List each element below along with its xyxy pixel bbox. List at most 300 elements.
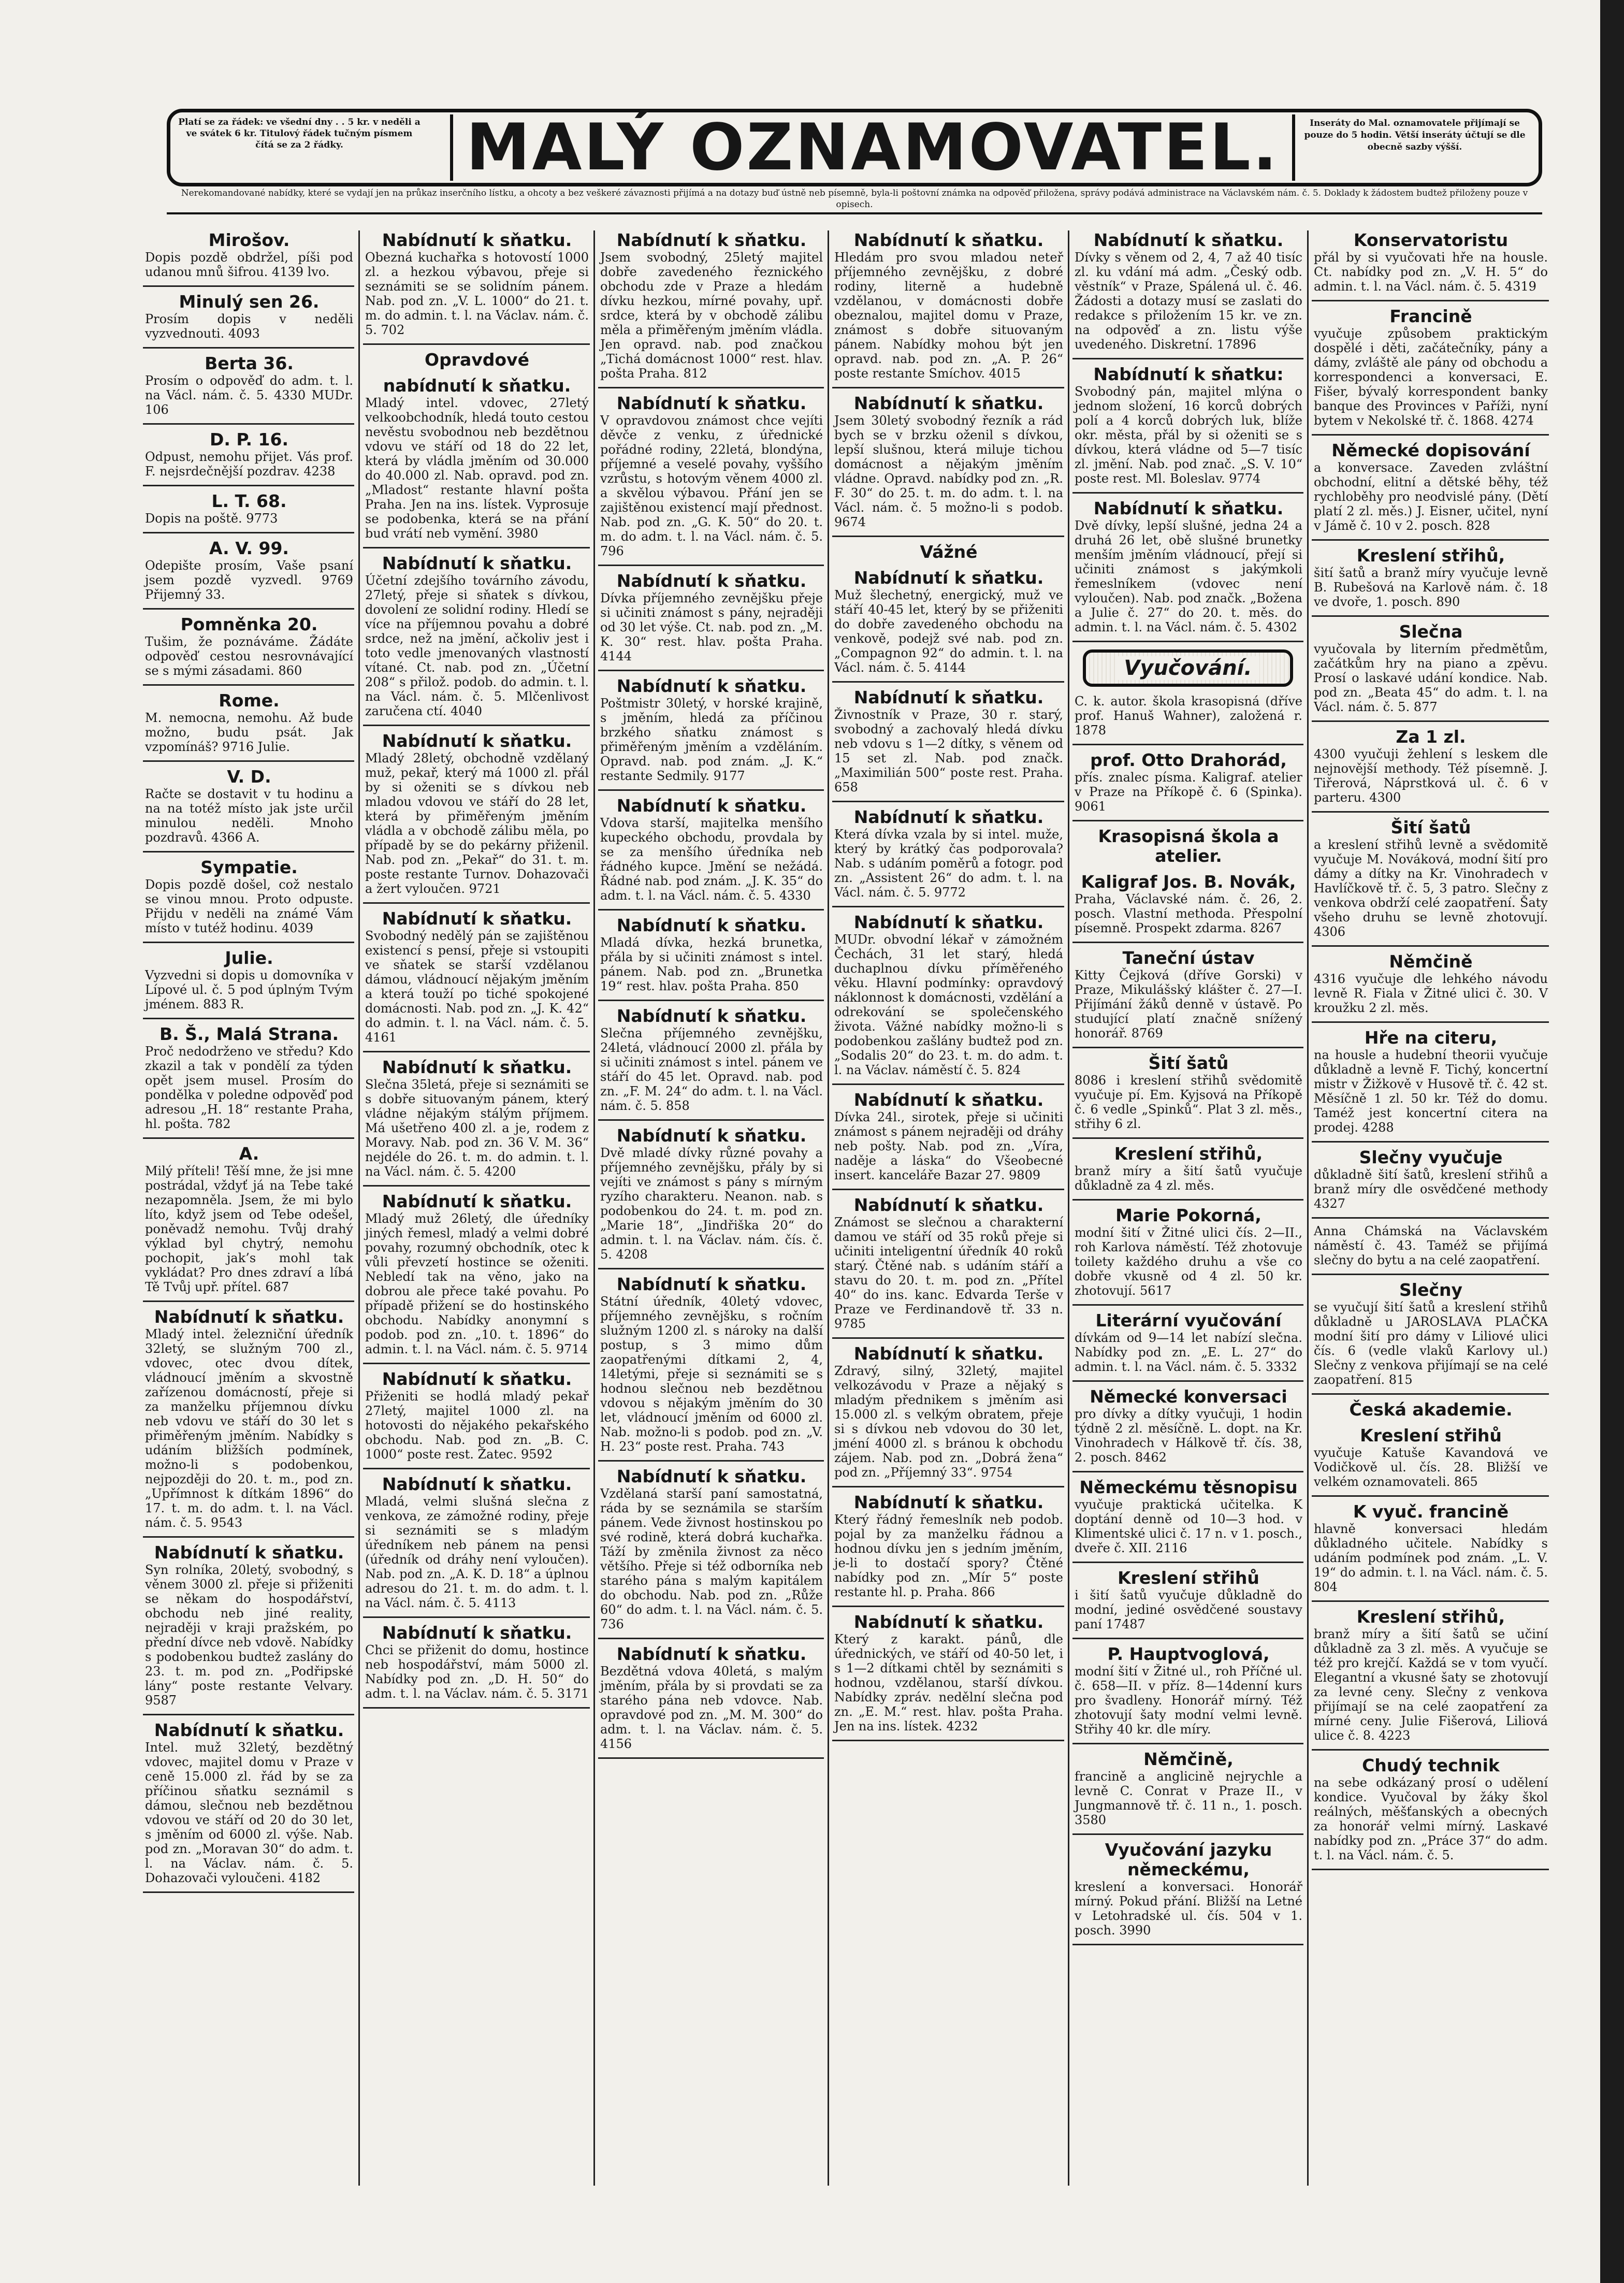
ad-body: C. k. autor. škola krasopisná (dříve prof. Hanuš Wahner), založená r. 1878 xyxy=(1075,694,1302,738)
ad-heading: Německé dopisování xyxy=(1331,440,1530,460)
classified-ad xyxy=(1314,622,1548,714)
ad-body: vyučuje způsobem praktickým dospělé i děti, začátečníky, pány a dámy, zvláště ale pány od obchodu a korrespondenci a konversaci, E. Fišer, bývalý korrespondent banky banque des Provinces v Paříži, nyní bytem v Nekolské tř. č. 1868. 4274 xyxy=(1314,326,1548,428)
ad-divider xyxy=(143,485,354,486)
column-1 xyxy=(140,230,357,2186)
ad-body: Jsem 30letý svobodný řezník a rád bych se v brzku oženil s dívkou, lepší slušnou, která miluje tichou domácnost a nějakým jměním vládne. Opravd. nabídky pod zn. „R. F. 30“ do 25. t. m. do adm. t. l. na Václ. nám. č. 5 možno-li s podob. 9674 xyxy=(834,413,1063,529)
classified-ad xyxy=(600,796,823,903)
ad-divider xyxy=(363,1468,590,1469)
ad-heading: Kaligraf Jos. B. Novák, xyxy=(1081,872,1296,892)
classified-ad xyxy=(1314,1028,1548,1135)
ad-divider xyxy=(832,536,1064,537)
ad-body: na housle a hudební theorii vyučuje důkladně a levně F. Tichý, koncertní mistr v Žižkově v Husově tř. č. 42 st. Měsíčně 1 zl. 50 kr. Též do domu. Taméž jest koncertní citera na prodej. 4288 xyxy=(1314,1048,1548,1135)
ad-heading: Nabídnutí k sňatku. xyxy=(853,807,1044,827)
ad-divider xyxy=(1072,1833,1303,1835)
ad-body: Intel. muž 32letý, bezdětný vdovec, majitel domu v Praze v ceně 15.000 zl. řád by se za příčinou sňatku seznámil s dámou, slečnou neb bezdětnou vdovou ve stáří od 20 do 30 let, s jměním od 6000 zl. výše. Nab. pod zn. „Moravan 30“ do adm. t. l. na Václav. nám. č. 5. Dohazovači vyloučeni. 4182 xyxy=(145,1740,353,1885)
classified-ad xyxy=(1314,441,1548,533)
classified-ad xyxy=(145,1307,353,1530)
ad-divider xyxy=(363,1616,590,1618)
ad-divider xyxy=(1072,1944,1303,1945)
ad-body: V opravdovou známost chce vejíti děvče z venku, z úřednické pořádné rodiny, 22letá, blondýna, příjemné a veselé povahy, vyššího vzrůstu, s hotovým věnem 4000 zl. a skvělou výbavou. Přání jen se zajištěnou existencí mají přednost. Nab. pod zn. „G. K. 50“ do 20. t. m. do adm. t. l. na Václ. nám. č. 5. 796 xyxy=(600,413,823,558)
ad-body: Zdravý, silný, 32letý, majitel velkozávodu v Praze a nějaký s mladým přednikem s jměním asi 15.000 zl. s velkým obratem, přeje si s dívkou neb vdovou do 30 let, jméní 4000 zl. s bránou k obchodu zájem. Nab. pod zn. „Dobrá žena“ pod zn. „Příjemný 33“. 9754 xyxy=(834,1364,1063,1480)
classified-ad xyxy=(1314,1148,1548,1211)
ad-heading: Kreslení střihů xyxy=(1118,1568,1259,1588)
ad-divider xyxy=(1072,1562,1303,1563)
ad-heading: Nabídnutí k sňatku. xyxy=(382,553,572,573)
classified-ad xyxy=(145,354,353,417)
ad-heading: Nabídnutí k sňatku. xyxy=(382,1057,572,1077)
ad-heading: Nabídnutí k sňatku. xyxy=(616,1006,807,1026)
classified-ad xyxy=(145,767,353,845)
ad-body: Svobodný nedělý pán se zajištěnou existencí s pensí, přeje si vstoupiti ve sňatek se starší vzdělanou dámou, vládnoucí nějakým jměním a která touží po tiché spokojené domácnosti. Nab. pod zn. „J. K. 42“ do admin. t. l. na Václ. nám. č. 5. 4161 xyxy=(365,929,589,1045)
classified-ad xyxy=(145,1721,353,1885)
ad-body: Prosím o odpověď do adm. t. l. na Václ. nám. č. 5. 4330 MUDr. 106 xyxy=(145,373,353,417)
ad-heading: Nabídnutí k sňatku. xyxy=(853,230,1044,250)
classified-ad xyxy=(600,571,823,663)
ad-heading: Hře na citeru, xyxy=(1364,1028,1498,1048)
ad-heading: Německé konversaci xyxy=(1090,1386,1287,1407)
section-heading: Vyučování. xyxy=(1116,656,1259,680)
classified-ad xyxy=(365,376,589,541)
ad-divider xyxy=(1312,1021,1549,1023)
ad-body: Poštmistr 30letý, v horské krajině, s jměním, hledá za příčinou brzkého sňatku známost s přiměřeným jměním a vzděláním. Opravd. nab. pod znám. „J. K.“ restante Sedmily. 9177 xyxy=(600,696,823,783)
ad-body: přál by si vyučovati hře na housle. Ct. nabídky pod zn. „V. H. 5“ do admin. t. l. na Václ. nám. č. 5. 4319 xyxy=(1314,250,1548,294)
ad-divider xyxy=(598,1460,824,1462)
ad-heading: L. T. 68. xyxy=(211,491,287,511)
classified-ad xyxy=(1075,499,1302,634)
ad-divider xyxy=(363,1185,590,1187)
ad-heading: Nabídnutí k sňatku. xyxy=(616,393,807,413)
ad-heading: Vyučování jazyku německému, xyxy=(1105,1840,1272,1880)
ad-heading: Nabídnutí k sňatku. xyxy=(382,230,572,250)
ad-heading: Šití šatů xyxy=(1390,817,1471,837)
classified-ad xyxy=(365,909,589,1045)
ad-body: se vyučují šití šatů a kreslení střihů důkladně u JAROSLAVA PLAČKA modní šití pro dámy v Liliové ulici čís. 6 (vedle vlaků Karlovy ul.) Slečny z venkova přijímají se na celé zaopatření. 815 xyxy=(1314,1300,1548,1387)
ad-heading: V. D. xyxy=(227,767,271,787)
classified-ad xyxy=(834,394,1063,529)
ad-divider xyxy=(1312,1600,1549,1602)
ad-heading: Berta 36. xyxy=(205,353,294,373)
classified-ad xyxy=(1314,952,1548,1015)
ad-heading: Německému těsnopisu xyxy=(1079,1477,1298,1497)
ad-divider xyxy=(143,942,354,943)
ad-heading: Nabídnutí k sňatku. xyxy=(1093,498,1284,518)
classified-ad xyxy=(145,1024,353,1131)
classified-ad xyxy=(145,615,353,678)
ad-body: vyučovala by literním předmětům, začátkům hry na piano a zpěvu. Prosí o laskavé udání kondice. Nab. pod zn. „Beata 45“ do adm. t. l. na Václ. nám. č. 5. 877 xyxy=(1314,642,1548,714)
ad-body: Mladý intel. železniční úředník 32letý, se služným 700 zl., vdovec, otec dvou dítek, vládnoucí jměním a skvostně zařízenou domácností, přeje si za manželku příjemnou dívku neb vdovu ve stáří do 30 let s přiměřeným jměním. Nabídky s udáním bližších podmínek, možno-li s podobenkou, nejpozději do 20. t. m., pod zn. „Upřímnost k dítkám 1896“ do 17. t. m. do adm. t. l. na Václ. nám. č. 5. 9543 xyxy=(145,1327,353,1530)
ad-divider xyxy=(363,1707,590,1709)
ad-body: Mladý muž 26letý, dle úředníky jiných řemesl, mladý a velmi dobré povahy, rozumný obchodník, otec k vůli převzetí hostince se oženiti. Nebledí tak na věno, jako na dobrou ale přece také povahu. Po případě přižení se do hostinského obchodu. Nabídky anonymní s podob. pod zn. „10. t. 1896“ do admin. t. l. na Václ. nám. č. 5. 9714 xyxy=(365,1211,589,1356)
classified-ad xyxy=(1075,1478,1302,1555)
ad-body: Živnostník v Praze, 30 r. starý, svobodný a zachovalý hledá dívku neb vdovu s 1—2 dítky, s věnem od 15 set zl. Nab. pod značk. „Maximilián 500“ poste rest. Praha. 658 xyxy=(834,707,1063,794)
ad-divider xyxy=(1312,945,1549,947)
ad-body: kreslení a konversaci. Honorář mírný. Pokud přání. Bližší na Letné v Letohradské ul. čís. 504 v 1. posch. 3990 xyxy=(1075,1880,1302,1938)
ad-divider xyxy=(1312,539,1549,541)
ad-body: a kreslení střihů levně a svědomitě vyučuje M. Nováková, modní šití pro dámy a dítky na Kr. Vinohradech v Havlíčkově tř. č. 5, 3 patro. Slečny z venkova obdrží celé zaopatření. Šaty všeho druhu se levně zhotovují. 4306 xyxy=(1314,837,1548,939)
classified-ad xyxy=(834,1612,1063,1733)
ad-body: Vyzvedni si dopis u domovníka v Lípové ul. č. 5 pod úplným Tvým jménem. 883 R. xyxy=(145,968,353,1012)
ad-heading: P. Hauptvoglová, xyxy=(1107,1644,1270,1664)
classified-ad xyxy=(1075,948,1302,1041)
ad-heading: Slečna xyxy=(1399,622,1463,642)
ad-divider xyxy=(1072,1137,1303,1139)
ad-divider xyxy=(598,1268,824,1269)
classified-ad xyxy=(834,230,1063,381)
ad-divider xyxy=(832,387,1064,388)
ad-body: hlavně konversaci hledám důkladného učitele. Nabídky s udáním podmínek pod znám. „L. V. 19“ do admin. t. l. na Václ. nám. č. 5. 804 xyxy=(1314,1522,1548,1594)
classified-ad xyxy=(145,492,353,526)
ad-heading: Nabídnutí k sňatku. xyxy=(154,1542,344,1563)
ad-divider xyxy=(363,902,590,904)
classified-ad xyxy=(1314,1502,1548,1594)
ad-heading: Nabídnutí k sňatku. xyxy=(853,1492,1044,1512)
ad-divider xyxy=(598,670,824,671)
ad-divider xyxy=(1072,1638,1303,1639)
classified-ad xyxy=(1075,694,1302,738)
column-5 xyxy=(1068,230,1307,2186)
ad-heading: Rome. xyxy=(219,690,280,711)
classified-ad xyxy=(834,1344,1063,1480)
ad-divider xyxy=(363,1051,590,1052)
ad-body: Syn rolníka, 20letý, svobodný, s věnem 3000 zl. přeje si přiženiti se někam do hospodářství, obchodu neb jiné reality, nejraději v kraji pražském, po přední dívce neb vdově. Nabídky s podobenkou budtež zaslány do 23. t. m. pod zn. „Podřipské lány“ poste restante Velvary. 9587 xyxy=(145,1563,353,1708)
column-2 xyxy=(358,230,593,2186)
ad-body: přís. znalec písma. Kaligraf. atelier v Praze na Příkopě č. 6 (Spinka). 9061 xyxy=(1075,770,1302,814)
ad-divider xyxy=(143,684,354,686)
ad-body: Prosím dopis v neděli vyzvednouti. 4093 xyxy=(145,312,353,341)
ad-heading: prof. Otto Drahorád, xyxy=(1090,750,1287,770)
ad-body: Proč nedodrženo ve středu? Kdo zkazil a tak v pondělí za týden opět jsem musel. Prosím do pondělka v poledne odpověď pod adresou „H. 18“ restante Praha, hl. pošta. 782 xyxy=(145,1044,353,1131)
ad-divider xyxy=(832,1740,1064,1741)
classified-ad xyxy=(600,1275,823,1454)
ad-body: Račte se dostavit v tu hodinu a na na totéž místo jak jste určil minulou neděli. Mnoho pozdravů. 4366 A. xyxy=(145,787,353,845)
ad-body: Tušim, že poznáváme. Žádáte odpověď cestou nesrovnávající se s mými zásadami. 860 xyxy=(145,634,353,678)
column-6 xyxy=(1307,230,1552,2186)
ad-body: Muž šlechetný, energický, muž ve stáří 40-45 let, který by se přiženiti do dobře zavedeného obchodu na venkově, podejž své nab. pod zn. „Compagnon 92“ do admin. t. l. na Václ. nám. č. 5. 4144 xyxy=(834,588,1063,675)
ad-divider xyxy=(1312,1141,1549,1143)
ad-heading: Nabídnutí k sňatku. xyxy=(853,568,1044,588)
classified-ad xyxy=(1314,1224,1548,1267)
ad-divider xyxy=(1072,744,1303,745)
ad-heading: Nabídnutí k sňatku. xyxy=(382,1369,572,1389)
classified-ad xyxy=(145,230,353,279)
ad-divider xyxy=(143,1891,354,1893)
ad-divider xyxy=(143,851,354,852)
ad-divider xyxy=(363,725,590,726)
ad-body: Dopis pozdě došel, což nestalo se vinou mnou. Proto odpuste. Přijdu v neděli na známé Vám místo v tutéž hodinu. 4039 xyxy=(145,877,353,935)
ad-body: vyučuje praktická učitelka. K doptání denně od 10—3 hod. v Klimentské ulici č. 17 n. v 1. posch., dveře č. XII. 2116 xyxy=(1075,1497,1302,1555)
ad-body: Milý příteli! Těší mne, že jsi mne postrádal, vždyť já na Tebe také nezapomněla. Jsem, že mi bylo líto, když jsem od Tebe odešel, poněvadž nemohu. Tvůj drahý výklad byl chytrý, nemohu pochopit, jak’s mohl tak vykládat? Pro dnes zdraví a líbá Tě Tvůj upř. přítel. 687 xyxy=(145,1164,353,1294)
ad-heading: Chudý technik xyxy=(1362,1755,1500,1775)
ad-heading: Nabídnutí k sňatku. xyxy=(382,1191,572,1211)
ad-heading: Nabídnutí k sňatku. xyxy=(853,1090,1044,1110)
ad-body: Dopis pozdě obdržel, píši pod udanou mnů šifrou. 4139 lvo. xyxy=(145,250,353,279)
ad-heading: Nabídnutí k sňatku. xyxy=(853,393,1044,413)
ad-divider xyxy=(143,285,354,287)
classified-ad xyxy=(365,1192,589,1356)
ad-body: Bezdětná vdova 40letá, s malým jměním, přála by si provdati se za starého pána neb vdovce. Nab. opravdové pod zn. „M. M. 300“ do adm. t. l. na Václav. nám. č. 5. 4156 xyxy=(600,1664,823,1751)
ad-heading: Nabídnutí k sňatku. xyxy=(853,687,1044,707)
ad-body: Mladý 28letý, obchodně vzdělaný muž, pekař, který má 1000 zl. přál by si oženiti se s dívkou neb mladou vdovou ve stáří do 28 let, která by přiměřeným jměním vládla a v obchodě zálibu měla, po případě by se do pekárny přiženil. Nab. pod zn. „Pekař“ do 31. t. m. poste restante Turnov. Dohazovači a žert vyloučen. 9721 xyxy=(365,751,589,896)
ad-heading: Konservatoristu xyxy=(1353,230,1509,250)
ad-body: Odepište prosím, Vaše psaní jsem pozdě vyzvedl. 9769 Přijemný 33. xyxy=(145,558,353,602)
ad-body: modní šití v Žitné ul., roh Příčné ul. č. 658—II. v příz. 8—14denní kurs pro švadleny. Honorář mírný. Též zhotovují šaty modní velmi levně. Střihy 40 kr. dle míry. xyxy=(1075,1664,1302,1737)
classified-ad xyxy=(1314,1400,1548,1420)
classified-ad xyxy=(600,1126,823,1262)
ad-body: Státní úředník, 40letý vdovec, příjemného zevnějšku, s ročním služným 1200 zl. s nároky na další postup, s 3 mimo dům zaopatřenými dítkami 2, 4, 14letými, přeje si seznámiti se s hodnou slečnou neb bezdětnou vdovou s nějakým jměním do 30 let, vládnoucí jměním od 6000 zl. Nab. možno-li s podob. pod zn. „V. H. 23“ poste rest. Praha. 743 xyxy=(600,1294,823,1454)
classified-ad xyxy=(1075,1387,1302,1465)
ad-heading: Francině xyxy=(1389,306,1472,326)
ad-body: Který z karakt. pánů, dle úřednických, ve stáří od 40-50 let, i s 1—2 dítkami chtěl by seznámiti s hodnou, vzdělanou, starší dívkou. Nabídky zpráv. nedělní slečna pod zn. „E. M.“ rest. hlav. pošta Praha. Jen na ins. lístek. 4232 xyxy=(834,1632,1063,1733)
ad-body: M. nemocna, nemohu. Až bude možno, budu psát. Jak vzpomínáš? 9716 Julie. xyxy=(145,711,353,754)
ad-heading: Němčině, xyxy=(1143,1749,1234,1769)
ad-divider xyxy=(598,1119,824,1121)
classified-ad xyxy=(1075,1206,1302,1298)
classified-ad xyxy=(1314,230,1548,294)
ad-heading: Sympatie. xyxy=(200,857,298,877)
classified-ad xyxy=(365,1058,589,1179)
classified-ad xyxy=(600,1644,823,1751)
ad-body: Dívka 24l., sirotek, přeje si učiniti známost s pánem nejraději od dráhy neb pošty. Nab. pod zn. „Víra, naděje a láska“ do Všeobecné insert. kanceláře Bazar 27. 9809 xyxy=(834,1110,1063,1182)
ad-divider xyxy=(832,1083,1064,1085)
classified-ad xyxy=(145,1144,353,1294)
ad-heading: Opravdové xyxy=(425,350,529,370)
classified-ad xyxy=(1314,727,1548,805)
ad-body: Dopis na poště. 9773 xyxy=(145,511,278,526)
ad-divider xyxy=(143,608,354,610)
classified-ad xyxy=(834,1090,1063,1182)
ad-divider xyxy=(598,789,824,791)
classified-ad xyxy=(145,539,353,602)
classified-ad xyxy=(834,688,1063,794)
ad-body: a konversace. Zaveden zvláštní obchodní, elitní a dětské běhy, též rychloběhy pro neodvislé pány. (Dětí platí 2 zl. měs.) J. Eisner, učitel, nyní v Jámě č. 10 v 2. posch. 828 xyxy=(1314,460,1548,533)
ad-divider xyxy=(598,387,824,388)
newspaper-page xyxy=(140,98,1559,2201)
ad-body: Anna Chámská na Václavském náměstí č. 43. Taméž se přijímá slečny do bytu a na celé zaopatření. xyxy=(1314,1224,1548,1267)
ad-divider xyxy=(1072,820,1303,821)
ad-divider xyxy=(143,347,354,349)
ad-body: Mladý intel. vdovec, 27letý velkoobchodník, hledá touto cestou nevěstu svobodnou neb bezdětnou vdovu ve stáří od 18 do 22 let, která by vládla jměním od 30.000 do 40.000 zl. Nab. opravd. pod zn. „Mladost“ restante hlavní pošta Praha. Jen na ins. lístek. Vyprosuje se podobenka, která se na přání bud vrátí neb vymění. 3980 xyxy=(365,396,589,541)
classified-ad xyxy=(1075,872,1302,935)
ad-heading: nabídnutí k sňatku. xyxy=(383,375,571,396)
ad-heading: Kreslení střihů, xyxy=(1114,1144,1263,1164)
ad-body: Vzdělaná starší paní samostatná, ráda by se seznámila se starším pánem. Vede živnost hostinskou po své rodině, která dobrá kuchařka. Táží by změnila živnost za něco většího. Přeje si též odborníka neb starého pána s malým kapitálem do obchodu. Nab. pod zn. „Růže 60“ do adm. t. l. na Václ. nám. č. 5. 736 xyxy=(600,1486,823,1631)
classified-ad xyxy=(834,542,1063,562)
ad-heading: Vážné xyxy=(920,542,978,562)
ad-heading: Krasopisná škola a atelier. xyxy=(1098,826,1279,866)
classified-ad xyxy=(834,1493,1063,1599)
ad-divider xyxy=(143,1714,354,1715)
ad-heading: Nabídnutí k sňatku. xyxy=(616,676,807,696)
ad-divider xyxy=(143,423,354,425)
ad-divider xyxy=(598,1638,824,1639)
ad-divider xyxy=(363,343,590,345)
ad-body: Odpust, nemohu přijet. Vás prof. F. nejsrdečnější pozdrav. 4238 xyxy=(145,450,353,479)
ad-body: pro dívky a dítky vyučuji, 1 hodin týdně 2 zl. měsíčně. L. dopt. na Kr. Vinohradech v Hálkově tř. čís. 38, 2. posch. 8462 xyxy=(1075,1407,1302,1465)
ad-heading: Nabídnutí k sňatku. xyxy=(154,1720,344,1740)
classified-ad xyxy=(834,1195,1063,1331)
classified-ad xyxy=(145,430,353,479)
ad-body: Přiženiti se hodlá mladý pekař 27letý, majitel 1000 zl. na hotovosti do nějakého pekařského obchodu. Nab. pod zn. „B. C. 1000“ poste rest. Žatec. 9592 xyxy=(365,1389,589,1462)
ad-body: francině a anglicině nejrychle a levně C. Conrat v Praze II., v Jungmannově tř. č. 11 n., 1. posch. 3580 xyxy=(1075,1769,1302,1827)
ad-divider xyxy=(1072,492,1303,494)
ad-divider xyxy=(1312,1393,1549,1395)
ad-body: branž míry a šití šatů se učiní důkladně za 3 zl. měs. A vyučuje se též pro krejčí. Každá se v tom vyučí. Elegantní a vkusné šaty se zhotovují za levné ceny. Slečny z venkova přijímají se na celé zaopatření za mírné ceny. Julie Fišerová, Liliová ulice č. 8. 4223 xyxy=(1314,1627,1548,1743)
ad-body: Účetní zdejšího továrního závodu, 27letý, přeje si sňatek s dívkou, dovolení ze solidní rodiny. Hledí se více na příjemnou povahu a dobré srdce, než na jmění, ačkoliv jest i toto vedle jmenovaných vlastností vítané. Ct. nab. pod zn. „Účetní 208“ s přilož. podob. do admin. t. l. na Václ. nám. č. 5. Mlčenlivost zaručena ctí. 4040 xyxy=(365,573,589,718)
classified-ad xyxy=(365,1369,589,1462)
ad-body: Která dívka vzala by si intel. muže, který by krátký čas podporovala? Nab. s udáním poměrů a fotogr. pod zn. „Assistent 26“ do adm. t. l. na Václ. nám. č. 5. 9772 xyxy=(834,827,1063,900)
ad-divider xyxy=(1072,1047,1303,1048)
ad-body: Slečna 35letá, přeje si seznámiti se s dobře situovaným pánem, který vládne nějakým stálým příjmem. Má ušetřeno 400 zl. a je, rodem z Moravy. Nab. pod zn. 36 V. M. 36“ nejdéle do 26. t. m. do admin. t. l. na Václ. nám. č. 5. 4200 xyxy=(365,1077,589,1179)
ad-body: důkladně šití šatů, kreslení střihů a branž míry dle osvědčené methody 4327 xyxy=(1314,1167,1548,1211)
classified-ad xyxy=(1075,827,1302,866)
classified-ad xyxy=(600,1006,823,1113)
classified-ad xyxy=(1075,1144,1302,1193)
ad-heading: Slečny xyxy=(1399,1280,1463,1300)
ad-body: 8086 i kreslení střihů svědomitě vyučuje pí. Em. Kyjsová na Příkopě č. 6 vedle „Spinků“. Plat 3 zl. měs., střihy 6 zl. xyxy=(1075,1073,1302,1131)
classified-ad xyxy=(1314,1756,1548,1862)
classified-ad xyxy=(1314,1607,1548,1743)
ad-heading: Nabídnutí k sňatku. xyxy=(616,1466,807,1486)
ad-divider xyxy=(1072,942,1303,943)
ad-heading: Pomněnka 20. xyxy=(180,614,318,634)
ad-divider xyxy=(1312,300,1549,301)
ad-heading: K vyuč. francině xyxy=(1353,1501,1509,1522)
ad-heading: Nabídnutí k sňatku. xyxy=(382,1474,572,1494)
ad-body: Vdova starší, majitelka menšího kupeckého obchodu, provdala by se za menšího úředníka neb řádného kupce. Jmění se nežádá. Řádné nab. pod znám. „J. K. 35“ do adm. t. l. na Václ. nám. č. 5. 4330 xyxy=(600,816,823,903)
classified-ad xyxy=(365,230,589,337)
classified-ad xyxy=(145,292,353,341)
ad-divider xyxy=(1072,641,1303,642)
ad-heading: Taneční ústav xyxy=(1122,948,1255,968)
ad-heading: Šití šatů xyxy=(1148,1053,1229,1073)
ad-divider xyxy=(143,1301,354,1302)
ad-heading: Nabídnutí k sňatku. xyxy=(616,1274,807,1294)
classified-ad xyxy=(365,554,589,718)
ad-divider xyxy=(832,1606,1064,1607)
ad-body: dívkám od 9—14 let nabízí slečna. Nabídky pod zn. „E. L. 27“ do admin. t. l. na Václ. nám. č. 5. 3332 xyxy=(1075,1331,1302,1374)
classified-ad xyxy=(1314,818,1548,939)
classified-ad xyxy=(365,1623,589,1701)
ad-heading: Kreslení střihů, xyxy=(1356,1607,1505,1627)
ad-heading: Minulý sen 26. xyxy=(179,292,320,312)
ad-heading: Nabídnutí k sňatku. xyxy=(853,1343,1044,1364)
ad-heading: A. V. 99. xyxy=(209,538,289,558)
classified-ad xyxy=(145,691,353,754)
ad-body: Slečna příjemného zevnějšku, 24letá, vládnoucí 2000 zl. přála by si učiniti známost s intel. pánem ve stáří do 45 let. Opravd. nab. pod zn. „F. M. 24“ do adm. t. l. na Václ. nám. č. 5. 858 xyxy=(600,1026,823,1113)
ad-heading: Mirošov. xyxy=(208,230,290,250)
ad-heading: B. Š., Malá Strana. xyxy=(159,1024,339,1044)
column-3 xyxy=(593,230,827,2186)
ad-body: Jsem svobodný, 25letý majitel dobře zavedeného řeznického obchodu zde v Praze a hledám dívku hezkou, mírné povahy, upř. srdce, která by v obchodě zálibu měla a přiměřeným jměním vládla. Jen opravd. nab. pod značkou „Tichá domácnost 1000“ rest. hlav. pošta Praha. 812 xyxy=(600,250,823,381)
classified-ad xyxy=(834,568,1063,675)
classified-ad xyxy=(1314,1426,1548,1489)
ad-divider xyxy=(598,1757,824,1759)
masthead xyxy=(167,109,1542,186)
classified-ad xyxy=(365,731,589,896)
ad-body: Dvě dívky, lepší slušné, jedna 24 a druhá 26 let, obě slušné brunetky menším jměním vládnoucí, přejí si učiniti známost s jakýmkoli řemeslníkem (vdovec není vyloučen). Nab. pod značk. „Božena a Julie č. 27“ do 20. t. měs. do admin. t. l. na Václ. nám. č. 5. 4302 xyxy=(1075,518,1302,634)
ad-heading: Kreslení střihů xyxy=(1360,1425,1502,1446)
ad-columns xyxy=(140,230,1559,2186)
ad-divider xyxy=(832,1189,1064,1190)
ad-body: na sebe odkázaný prosí o udělení kondice. Vyučoval by žáky škol reálných, měšťanských a obecných za honorář velmi mírný. Laskavé nabídky pod zn. „Práce 37“ do adm. t. l. na Václ. nám. č. 5. xyxy=(1314,1775,1548,1862)
classified-ad xyxy=(1075,230,1302,352)
ad-heading: Slečny vyučuje xyxy=(1359,1147,1503,1167)
ad-divider xyxy=(1072,1743,1303,1744)
deadline-box: Inseráty do Mal. oznamovatele přijímají se pouze do 5 hodin. Větší inseráty účtují se dle obecně sazby výšší. xyxy=(1304,118,1526,152)
classified-ad xyxy=(600,916,823,993)
ad-divider xyxy=(1072,1380,1303,1382)
ad-heading: Nabídnutí k sňatku. xyxy=(616,230,807,250)
page-title: MALÝ OZNAMOVATEL. xyxy=(450,114,1295,181)
classified-ad xyxy=(145,1543,353,1708)
ad-divider xyxy=(832,801,1064,802)
classified-ad xyxy=(600,676,823,783)
classified-ad xyxy=(1314,546,1548,609)
ad-heading: Nabídnutí k sňatku. xyxy=(616,796,807,816)
ad-divider xyxy=(832,1486,1064,1487)
ad-heading: Nabídnutí k sňatku. xyxy=(154,1307,344,1327)
ad-body: Dívka příjemného zevnějšku přeje si učiniti známost s pány, nejraději od 30 let výše. Ct. nab. pod zn. „M. K. 30“ rest. hlav. pošta Praha. 4144 xyxy=(600,591,823,663)
classified-ad xyxy=(145,858,353,935)
ad-divider xyxy=(143,1018,354,1019)
ad-divider xyxy=(598,565,824,566)
ad-body: Svobodný pán, majitel mlýna o jednom složení, 16 korců dobrých polí a 4 korců dobrých luk, blíže okr. města, přál by si oženiti se s dívkou, která vládne od 5—7 tisíc zl. jmění. Nab. pod znač. „S. V. 10“ poste rest. Ml. Boleslav. 9774 xyxy=(1075,384,1302,486)
ad-body: 4300 vyučuji žehlení s leskem dle nejnovější methody. Též písemně. J. Tiřerová, Náprstková ul. č. 6 v parteru. 4300 xyxy=(1314,747,1548,805)
ad-body: modní šití v Žitné ulici čís. 2—II., roh Karlova náměstí. Též zhotovuje toilety každého druhu a vše co dobře vkusně od 4 zl. 50 kr. zhotovují. 5617 xyxy=(1075,1225,1302,1298)
ad-heading: Nabídnutí k sňatku. xyxy=(853,1195,1044,1215)
ad-body: i šití šatů vyučuje důkladně do modní, jediné osvědčené soustavy paní 17487 xyxy=(1075,1588,1302,1631)
ad-body: Kitty Čejková (dříve Gorski) v Praze, Mikulášský klášter č. 27—I. Přijímání žáků denně v ústavě. Po studující platí značně snížený honorář. 8769 xyxy=(1075,968,1302,1041)
ad-heading: D. P. 16. xyxy=(209,429,289,450)
ad-divider xyxy=(1312,1749,1549,1751)
classified-ad xyxy=(600,230,823,381)
ad-heading: Marie Pokorná, xyxy=(1115,1205,1262,1225)
classified-ad xyxy=(145,948,353,1012)
classified-ad xyxy=(1314,1280,1548,1387)
administration-notice: Nerekomandované nabídky, které se vydají jen na průkaz inserčního lístku, a ohcoty a bez veškeré závaznosti přijímá a na dotazy buď ústně neb písemně, byla-li poštovní známka na odpověď přiložena, správy podává administrace na Václavském nám. č. 5. Doklady k žádostem budtež přiloženy pouze v opisech. xyxy=(167,187,1542,214)
ad-heading: Nabídnutí k sňatku. xyxy=(616,571,807,591)
ad-heading: Julie. xyxy=(225,948,273,968)
classified-ad xyxy=(1075,1053,1302,1131)
classified-ad xyxy=(1083,649,1293,687)
ad-heading: Nabídnutí k sňatku. xyxy=(382,1623,572,1643)
classified-ad xyxy=(1075,1311,1302,1374)
ad-divider xyxy=(363,1363,590,1364)
ad-divider xyxy=(1072,1471,1303,1472)
ad-heading: Nabídnutí k sňatku. xyxy=(616,1125,807,1146)
ad-body: Obezná kuchařka s hotovostí 1000 zl. a hezkou výbavou, přeje si seznámiti se se solidním pánem. Nab. pod zn. „V. L. 1000“ do 21. t. m. do admin. t. l. na Václav. nám. č. 5. 702 xyxy=(365,250,589,337)
classified-ad xyxy=(1075,750,1302,814)
ad-divider xyxy=(363,547,590,548)
ad-divider xyxy=(1312,720,1549,722)
classified-ad xyxy=(365,1475,589,1610)
ad-divider xyxy=(598,909,824,911)
ad-body: vyučuje Katuše Kavandová ve Vodičkově ul. čís. 28. Bližší ve velkém oznamovateli. 865 xyxy=(1314,1446,1548,1489)
ad-heading: Za 1 zl. xyxy=(1396,727,1466,747)
ad-divider xyxy=(598,1000,824,1001)
ad-divider xyxy=(1312,1274,1549,1275)
ad-body: branž míry a šití šatů vyučuje důkladně za 4 zl. měs. xyxy=(1075,1164,1302,1193)
ad-divider xyxy=(143,1137,354,1139)
ad-heading: Nabídnutí k sňatku: xyxy=(1093,364,1284,384)
ad-heading: Nabídnutí k sňatku. xyxy=(616,915,807,935)
classified-ad xyxy=(1075,1750,1302,1827)
ad-heading: Nabídnutí k sňatku. xyxy=(853,912,1044,932)
ad-heading: Nabídnutí k sňatku. xyxy=(382,908,572,929)
ad-body: šití šatů a branž míry vyučuje levně B. Rubešová na Karlově nám. č. 18 ve dvoře, 1. posch. 890 xyxy=(1314,566,1548,609)
classified-ad xyxy=(1075,1840,1302,1938)
ad-divider xyxy=(1072,1304,1303,1306)
